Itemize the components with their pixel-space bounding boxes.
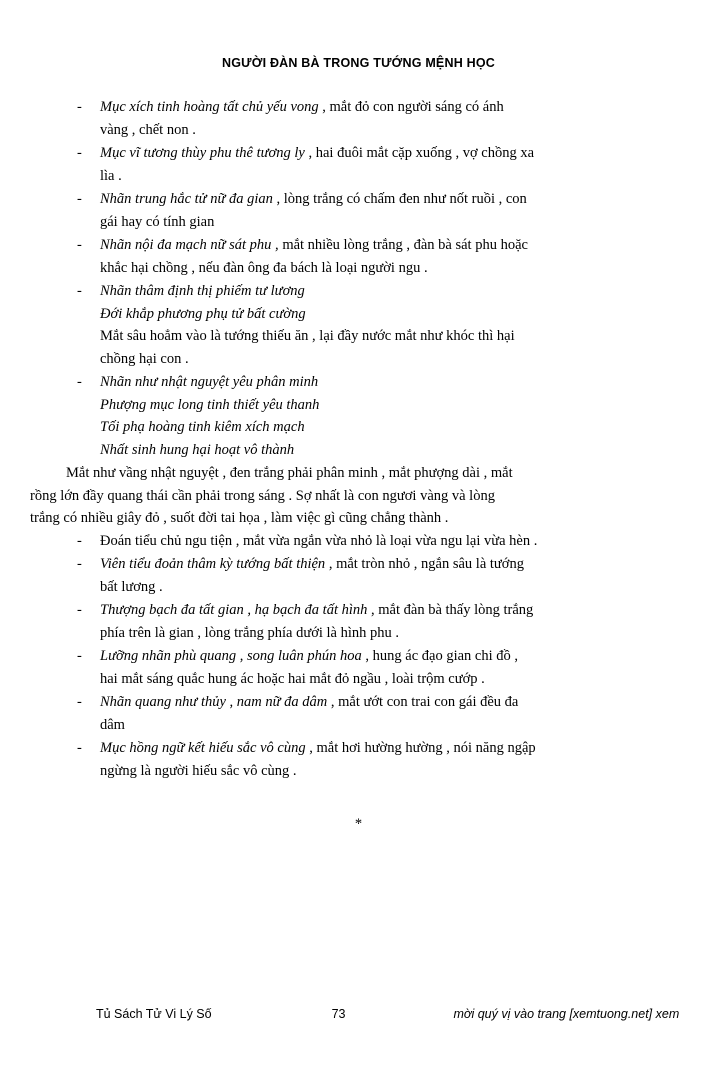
list-item <box>72 691 645 736</box>
list-item-text <box>100 234 645 279</box>
document-page <box>0 56 717 1069</box>
text-run: vàng , chết non . <box>100 121 196 138</box>
text-line <box>100 142 645 165</box>
document-body <box>0 96 717 833</box>
text-run: Mắt sâu hoẳm vào là tướng thiếu ăn , lại đầy nước mắt như khóc thì hại <box>100 328 515 344</box>
list-item <box>72 188 645 233</box>
text-run: , mắt hơi hường hường , nói năng ngập <box>305 740 536 756</box>
list-item-text <box>100 645 645 690</box>
text-run-italic: Nhất sinh hung hại hoạt vô thành <box>100 441 295 458</box>
list-item-text <box>100 142 645 187</box>
list-bullet: - <box>77 602 82 618</box>
list-item <box>72 737 645 782</box>
list-item-text <box>100 599 645 644</box>
text-run-italic: Thượng bạch đa tất gian , hạ bạch đa tất hình <box>100 602 368 618</box>
list-item-text <box>100 737 645 782</box>
page-header: NGƯỜI ĐÀN BÀ TRONG TƯỚNG MỆNH HỌC <box>222 56 495 70</box>
body-paragraph <box>30 462 675 530</box>
text-run: khắc hại chồng , nếu đàn ông đa bách là loại người ngu . <box>100 259 428 276</box>
text-run: , mắt đỏ con người sáng có ánh <box>318 99 504 115</box>
text-run-italic: Nhãn thâm định thị phiếm tư lương <box>100 283 305 299</box>
text-line <box>100 691 645 714</box>
list-item-text <box>100 188 645 233</box>
list-item <box>72 142 645 187</box>
list-bullet: - <box>77 283 82 299</box>
text-run-italic: Đới khắp phương phụ tử bất cường <box>100 305 306 322</box>
text-run-italic: Nhãn trung hắc tử nữ đa gian <box>100 191 273 207</box>
text-run: phía trên là gian , lòng trắng phía dưới là hình phu . <box>100 624 400 641</box>
section-separator: * <box>354 816 363 832</box>
text-line <box>100 599 645 622</box>
text-line <box>100 737 645 760</box>
list-bullet: - <box>77 374 82 390</box>
list-item-text <box>100 96 645 141</box>
text-run: Đoán tiểu chủ ngu tiện , mắt vừa ngắn vừa nhỏ là loại vừa ngu lại vừa hèn . <box>100 532 538 549</box>
text-run-italic: Mục hồng ngữ kết hiếu sắc vô cùng <box>100 740 306 756</box>
page-footer <box>0 1007 717 1021</box>
text-line <box>100 280 645 303</box>
text-run: hai mắt sáng quắc hung ác hoặc hai mắt đỏ ngầu , loài trộm cướp . <box>100 670 485 687</box>
list-bullet: - <box>77 191 82 207</box>
list-bullet: - <box>77 648 82 664</box>
footer-publisher: Tủ Sách Tử Vi Lý Số <box>96 1007 212 1021</box>
list-item-text <box>100 371 645 461</box>
text-run-italic: Mục xích tinh hoàng tất chủ yếu vong <box>100 99 319 115</box>
list-item <box>72 530 645 553</box>
text-line: trắng có nhiều giây đỏ , suốt đời tai họa , làm việc gì cũng chẳng thành . <box>30 510 449 526</box>
text-line <box>100 576 645 599</box>
text-run: , mắt đàn bà thấy lòng trắng <box>367 602 534 618</box>
text-line <box>100 211 645 234</box>
text-line <box>100 234 645 257</box>
text-run: , hung ác đạo gian chi đồ , <box>361 648 519 664</box>
text-run-italic: Tối phạ hoàng tinh kiêm xích mạch <box>100 419 305 435</box>
text-run-italic: Viên tiểu đoản thâm kỳ tướng bất thiện <box>100 556 326 572</box>
text-run-italic: Lưỡng nhãn phù quang , song luân phún hoa <box>100 648 362 664</box>
list-item <box>72 645 645 690</box>
list-item-text <box>100 280 645 370</box>
footer-note: mời quý vị vào trang [xemtuong.net] xem <box>453 1007 680 1021</box>
text-run: gái hay có tính gian <box>100 213 215 230</box>
list-item <box>72 280 645 370</box>
text-line <box>100 439 645 462</box>
list-item <box>72 371 645 461</box>
list-item <box>72 599 645 644</box>
text-run-italic: Nhãn nội đa mạch nữ sát phu , <box>100 237 279 253</box>
list-bullet: - <box>77 532 82 549</box>
text-line <box>100 188 645 211</box>
text-run: , mắt tròn nhỏ , ngắn sâu là tướng <box>325 556 524 572</box>
text-run: , mắt ướt con trai con gái đều đa <box>327 694 519 710</box>
text-line: Mắt như vầng nhật nguyệt , đen trắng phải phân minh , mắt phượng dài , mắt <box>66 465 513 481</box>
footer-page-number: 73 <box>331 1007 346 1021</box>
list-bullet: - <box>77 237 82 253</box>
text-line <box>100 325 645 348</box>
text-line <box>100 371 645 394</box>
text-run-italic: Mục vĩ tương thùy phu thê tương ly <box>100 145 305 161</box>
text-line <box>100 553 645 576</box>
text-run: , lòng trắng có chấm đen như nốt ruồi , con <box>272 191 527 207</box>
list-item <box>72 96 645 141</box>
text-run: bất lương . <box>100 578 163 595</box>
text-line <box>100 394 645 417</box>
text-run: , hai đuôi mắt cặp xuống , vợ chồng xa <box>304 145 535 161</box>
list-bullet: - <box>77 740 82 756</box>
list-item-text <box>100 691 645 736</box>
list-bullet: - <box>77 694 82 710</box>
text-run: mắt nhiều lòng trắng , đàn bà sát phu hoặc <box>278 237 528 253</box>
text-line <box>100 530 645 553</box>
text-line <box>100 303 645 326</box>
bullet-list-top <box>72 96 645 461</box>
text-run-italic: Nhãn quang như thủy , nam nữ đa dâm <box>100 694 328 710</box>
text-run: dâm <box>100 716 125 733</box>
text-line <box>100 714 645 737</box>
text-run: ngừng là người hiếu sắc vô cùng . <box>100 762 297 779</box>
text-line <box>100 622 645 645</box>
bullet-list-bottom <box>72 530 645 783</box>
list-bullet: - <box>77 99 82 115</box>
text-line <box>100 668 645 691</box>
list-item-text <box>100 553 645 598</box>
text-run-italic: Nhãn như nhật nguyệt yêu phân minh <box>100 374 319 390</box>
text-line <box>100 416 645 439</box>
text-run-italic: Phượng mục long tinh thiết yêu thanh <box>100 396 320 413</box>
text-line <box>100 760 645 783</box>
text-line <box>100 645 645 668</box>
list-bullet: - <box>77 556 82 572</box>
paragraph-block <box>30 462 645 530</box>
text-line <box>100 119 645 142</box>
list-item <box>72 553 645 598</box>
text-line <box>100 96 645 119</box>
text-run: chồng hại con . <box>100 350 189 367</box>
list-item-text <box>100 530 645 553</box>
text-line <box>100 257 645 280</box>
text-line <box>100 165 645 188</box>
list-bullet: - <box>77 145 82 161</box>
list-item <box>72 234 645 279</box>
text-run: lìa . <box>100 167 122 184</box>
text-line <box>100 348 645 371</box>
text-line: rồng lớn đầy quang thái cần phải trong sáng . Sợ nhất là con ngươi vàng và lòng <box>30 487 495 504</box>
